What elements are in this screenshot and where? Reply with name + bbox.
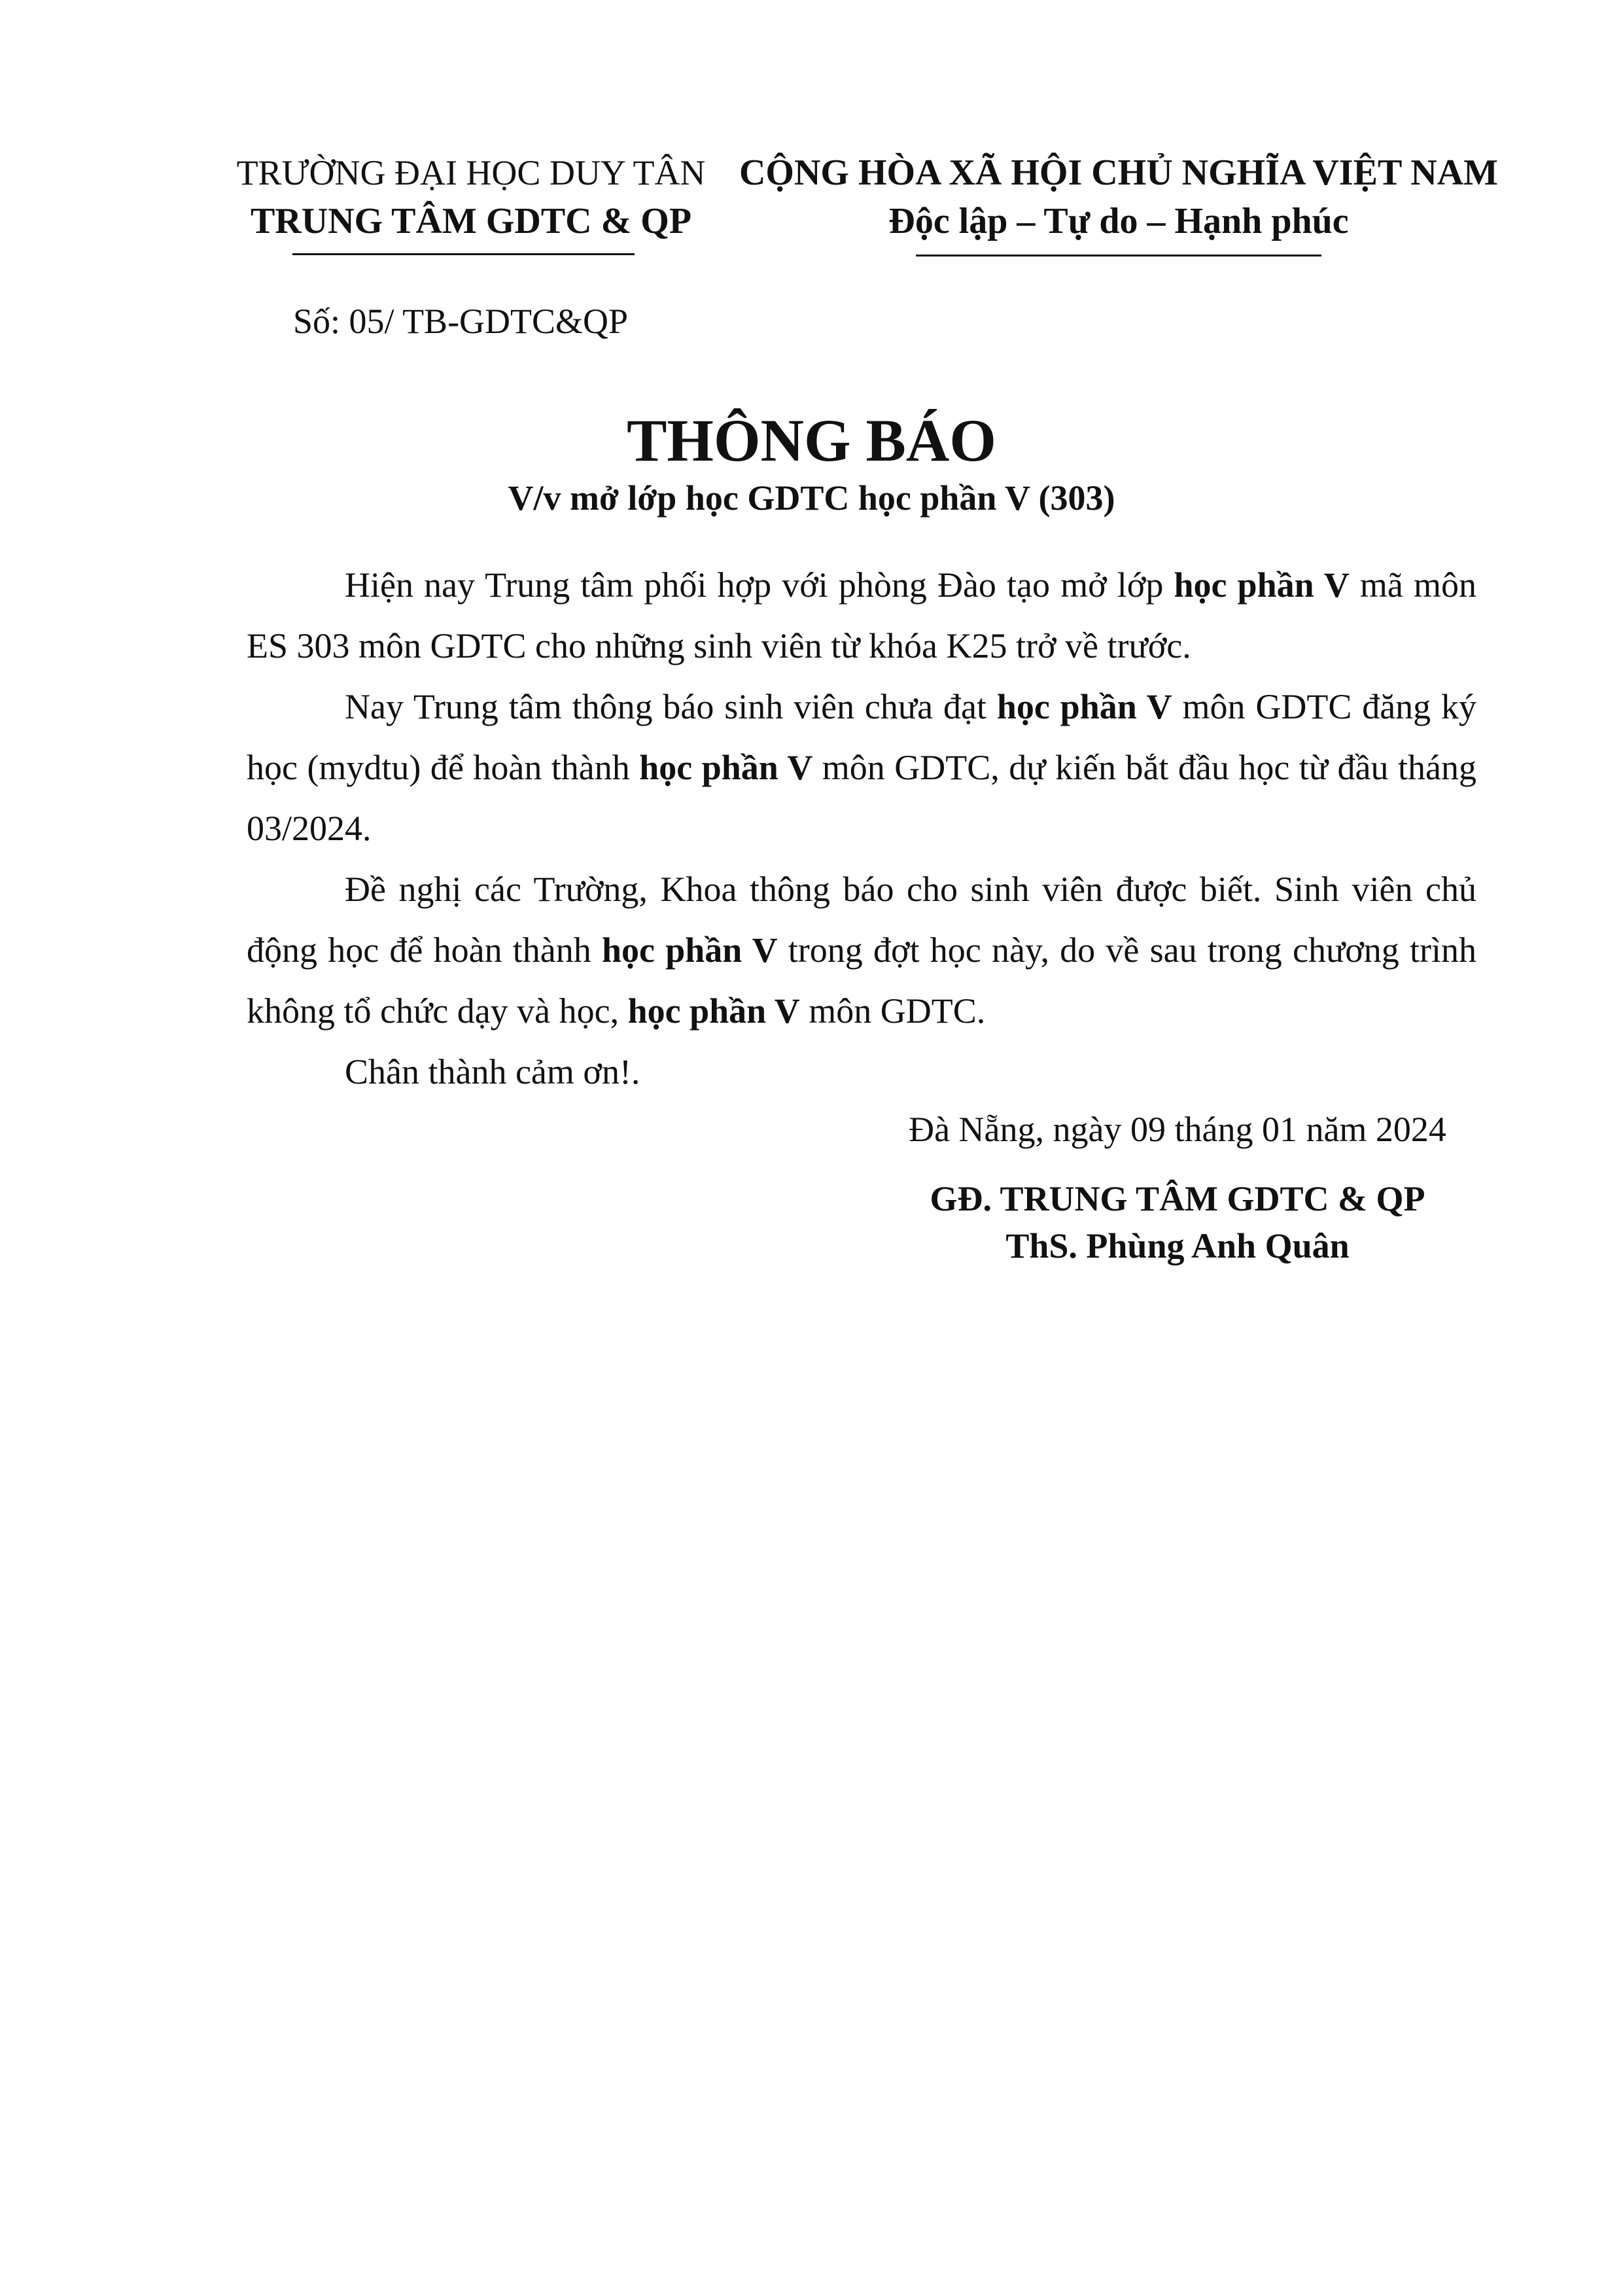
p3-text-e: môn GDTC. — [799, 991, 986, 1031]
p3-text-c: trong đợt học này, do về sau trong chương trình không tổ chức dạy và học, — [247, 930, 1477, 1031]
document-number: Số: 05/ TB-GDTC&QP — [293, 302, 629, 341]
p1-text-a: Hiện nay Trung tâm phối hợp với phòng Đào tạo mở lớp — [345, 565, 1174, 605]
p2-text-a: Nay Trung tâm thông báo sinh viên chưa đạt — [345, 687, 997, 726]
center-name: TRUNG TÂM GDTC & QP — [250, 201, 692, 241]
place-date-line: Đà Nẵng, ngày 09 tháng 01 năm 2024 — [909, 1110, 1446, 1149]
p2-bold-b: học phần V — [996, 687, 1172, 726]
national-motto: Độc lập – Tự do – Hạnh phúc — [888, 201, 1349, 241]
header-right-block — [733, 149, 1505, 246]
p1-text-c: mã môn ES 303 môn GDTC cho những sinh viên từ khóa K25 trở về trước. — [247, 565, 1476, 665]
signer-name: ThS. Phùng Anh Quân — [1005, 1226, 1350, 1265]
p2-text-e: môn GDTC, dự kiến bắt đầu học từ đầu tháng 03/2024. — [247, 748, 1476, 848]
p3-bold-d: học phần V — [627, 991, 800, 1031]
p1-bold-b: học phần V — [1174, 565, 1350, 605]
p3-text-a: Đề nghị các Trường, Khoa thông báo cho sinh viên được biết. Sinh viên chủ động học để hoàn thành — [247, 870, 1476, 970]
national-title: CỘNG HÒA XÃ HỘI CHỦ NGHĨA VIỆT NAM — [739, 152, 1499, 193]
university-name: TRƯỜNG ĐẠI HỌC DUY TÂN — [236, 153, 706, 192]
body-paragraph-1 — [247, 555, 1476, 677]
p2-text-c: môn GDTC đăng ký học (mydtu) để hoàn thành — [247, 687, 1477, 787]
p2-bold-d: học phần V — [639, 748, 813, 787]
body-paragraph-3 — [247, 859, 1476, 1042]
body-paragraph-2 — [247, 677, 1476, 859]
header-left-block — [222, 149, 720, 246]
document-subtitle: V/v mở lớp học GDTC học phần V (303) — [508, 478, 1115, 518]
header-left-underline — [292, 253, 635, 255]
signer-title: GĐ. TRUNG TÂM GDTC & QP — [930, 1179, 1425, 1218]
document-title: THÔNG BÁO — [627, 407, 996, 474]
document-body — [247, 555, 1476, 1103]
body-paragraph-4: Chân thành cảm ơn!. — [345, 1052, 640, 1091]
p3-bold-b: học phần V — [602, 930, 778, 970]
header-right-underline — [916, 255, 1321, 256]
